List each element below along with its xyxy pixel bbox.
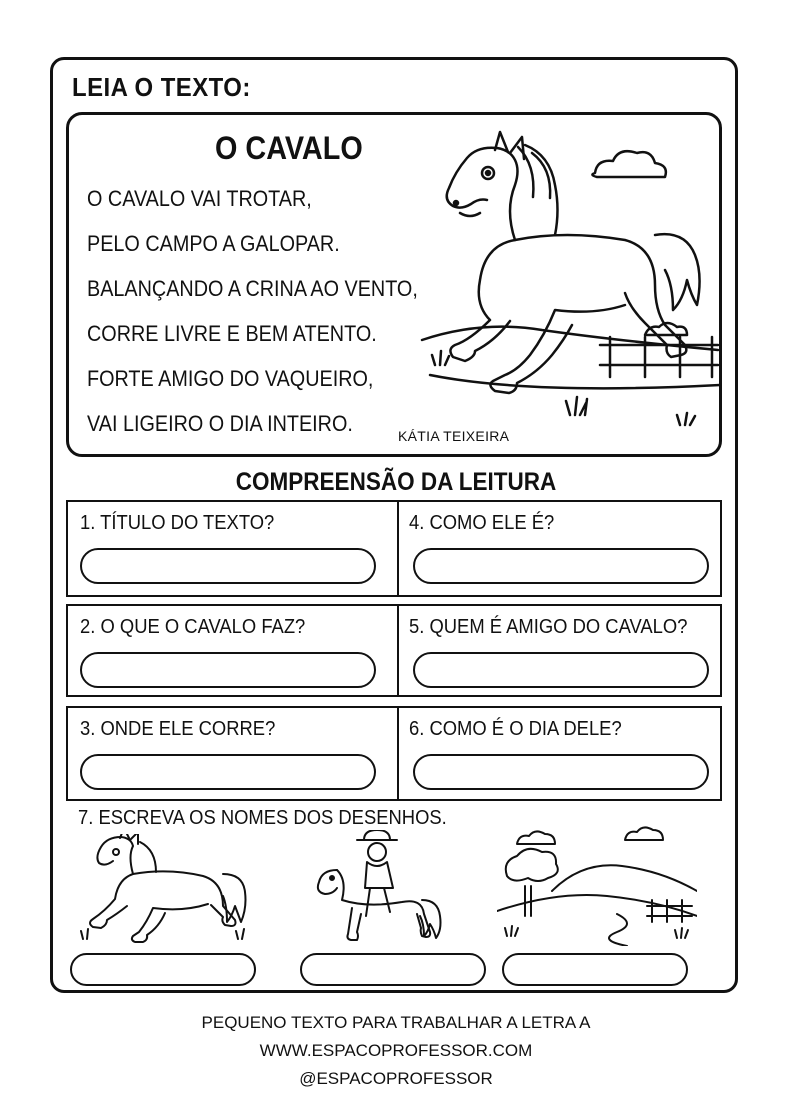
question-cell: [397, 606, 722, 695]
comprehension-heading: COMPREENSÃO DA LEITURA: [235, 468, 557, 496]
question-cell: [397, 502, 722, 595]
question-cell: [397, 708, 722, 799]
answer-field-4[interactable]: [413, 548, 709, 584]
name-field-2[interactable]: [300, 953, 486, 986]
cowboy-on-horse-icon: [312, 830, 452, 946]
poem-line: VAI LIGEIRO O DIA INTEIRO.: [87, 411, 353, 436]
poem-title: O CAVALO: [215, 130, 363, 166]
question-cell: [68, 502, 399, 595]
horse-icon: [78, 834, 253, 946]
name-field-1[interactable]: [70, 953, 256, 986]
horse-icon: [420, 125, 720, 440]
question-4: 4. COMO ELE É?: [409, 512, 555, 534]
question-cell: [68, 606, 399, 695]
footer-handle[interactable]: @ESPACOPROFESSOR: [299, 1069, 493, 1088]
read-instruction: LEIA O TEXTO:: [72, 72, 251, 102]
question-1: 1. TÍTULO DO TEXTO?: [80, 512, 275, 534]
answer-field-5[interactable]: [413, 652, 709, 688]
poem-line: BALANÇANDO A CRINA AO VENTO,: [87, 276, 418, 301]
poem-line: FORTE AMIGO DO VAQUEIRO,: [87, 366, 374, 391]
poem-line: CORRE LIVRE E BEM ATENTO.: [87, 321, 377, 346]
name-field-3[interactable]: [502, 953, 688, 986]
question-2: 2. O QUE O CAVALO FAZ?: [80, 616, 306, 638]
question-row: [66, 706, 722, 801]
question-row: [66, 500, 722, 597]
question-6: 6. COMO É O DIA DELE?: [409, 718, 622, 740]
countryside-field-icon: [497, 826, 697, 946]
question-row: [66, 604, 722, 697]
question-5: 5. QUEM É AMIGO DO CAVALO?: [409, 616, 688, 638]
answer-field-6[interactable]: [413, 754, 709, 790]
answer-field-3[interactable]: [80, 754, 376, 790]
footer-website[interactable]: WWW.ESPACOPROFESSOR.COM: [259, 1041, 533, 1060]
poem-line: PELO CAMPO A GALOPAR.: [87, 231, 340, 256]
question-3: 3. ONDE ELE CORRE?: [80, 718, 276, 740]
question-7: 7. ESCREVA OS NOMES DOS DESENHOS.: [78, 807, 447, 829]
answer-field-1[interactable]: [80, 548, 376, 584]
footer-line: PEQUENO TEXTO PARA TRABALHAR A LETRA A: [201, 1013, 591, 1032]
question-cell: [68, 708, 399, 799]
answer-field-2[interactable]: [80, 652, 376, 688]
poem-text: [87, 176, 418, 446]
poem-line: O CAVALO VAI TROTAR,: [87, 186, 312, 211]
poem-author: KÁTIA TEIXEIRA: [398, 428, 510, 444]
